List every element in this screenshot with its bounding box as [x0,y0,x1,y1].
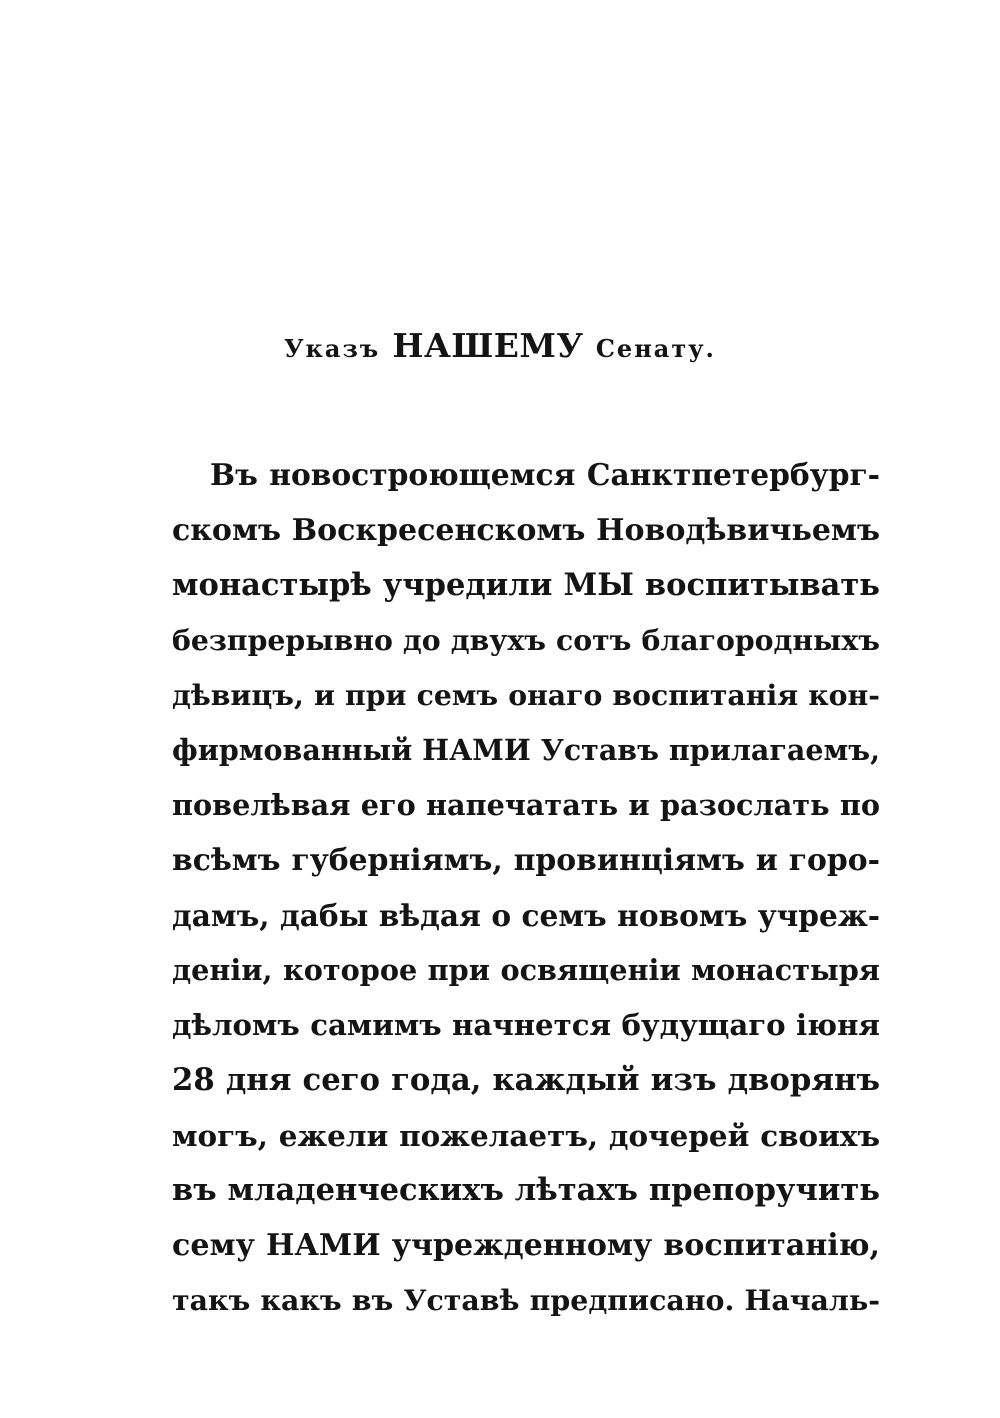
text-line: Въ новостроющемся Санктпетербург- [210,458,880,493]
text-line: 28 дня сего года, каждый изъ дворянъ [172,1062,880,1098]
text-line: сему НАМИ учрежденному воспитанію, [172,1228,880,1263]
title-word-nashemu: НАШЕМУ [392,326,584,365]
text-line: такъ какъ въ Уставѣ предписано. Началь- [172,1283,880,1317]
text-line: всѣмъ губерніямъ, провинціямъ и горо- [172,843,880,878]
text-line: фирмованный НАМИ Уставъ прилагаемъ, [172,733,880,767]
decree-text [172,448,880,1328]
text-line: скомъ Воскресенскомъ Новодѣвичьемъ [172,513,880,548]
title-word-ukaz: Указъ [284,334,381,363]
text-line: дамъ, дабы вѣдая о семъ новомъ учреж- [172,898,880,933]
text-line: безпрерывно до двухъ сотъ благородныхъ [172,623,880,657]
text-line: дѣвицъ, и при семъ онаго воспитанія кон- [172,678,880,712]
text-line: дѣломъ самимъ начнется будущаго іюня [172,1008,880,1042]
text-line: въ младенческихъ лѣтахъ препоручить [172,1172,880,1208]
text-line: могъ, ежели пожелаетъ, дочерей своихъ [172,1118,880,1153]
title-word-senatu: Сенату. [595,334,716,363]
page-title [0,326,1000,365]
text-line: деніи, которое при освященіи монастыря [172,953,880,987]
text-line: повелѣвая его напечатать и разослать по [172,788,880,822]
text-line: монастырѣ учредили МЫ воспитывать [172,567,880,603]
